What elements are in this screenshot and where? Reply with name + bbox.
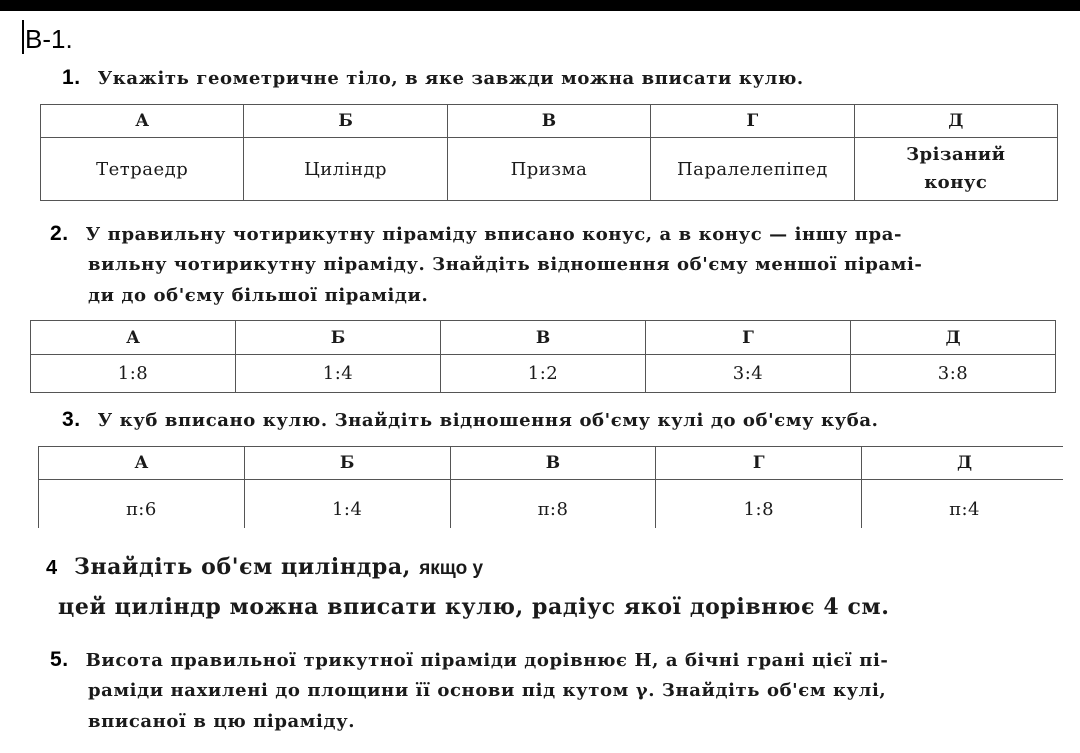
question-3-number: 3. xyxy=(62,408,81,431)
variant-title xyxy=(22,20,73,55)
q3-answer-d: π:4 xyxy=(862,480,1063,529)
question-2-line3: ди до об'єму більшої піраміди. xyxy=(88,285,429,306)
q3-header-a: А xyxy=(39,447,245,480)
q3-answer-v: π:8 xyxy=(450,480,656,529)
question-2-number: 2. xyxy=(50,222,69,245)
q1-answer-d xyxy=(854,138,1057,201)
question-2-answer-table xyxy=(30,320,1056,393)
q1-answer-d-line1: Зрізаний xyxy=(906,144,1006,165)
q3-header-g: Г xyxy=(656,447,862,480)
q1-header-g: Г xyxy=(651,105,854,138)
q2-answer-g: 3:4 xyxy=(646,355,851,393)
question-3-table-wrapper xyxy=(38,446,1063,528)
q2-header-g: Г xyxy=(646,321,851,355)
q2-header-b: Б xyxy=(236,321,441,355)
question-5-text-line1: Висота правильної трикутної піраміди дорівнює H, а бічні грані цієї пі- xyxy=(85,650,889,671)
question-5-line1 xyxy=(50,648,888,672)
q2-answer-a: 1:8 xyxy=(31,355,236,393)
question-5-number: 5. xyxy=(50,648,69,671)
text-cursor xyxy=(22,20,24,54)
q3-header-b: Б xyxy=(244,447,450,480)
question-5-line2: раміди нахилені до площини її основи під кутом γ. Знайдіть об'єм кулі, xyxy=(88,680,887,701)
question-2-line1 xyxy=(50,222,902,246)
variant-label: В-1. xyxy=(25,24,73,54)
question-4-line1 xyxy=(46,554,483,580)
q3-answer-a: π:6 xyxy=(39,480,245,529)
question-4-text-part2: якщо у xyxy=(419,558,484,579)
q1-answer-g: Паралелепіпед xyxy=(651,138,854,201)
question-4-text-part1: Знайдіть об'єм циліндра, xyxy=(74,554,411,580)
q2-answer-v: 1:2 xyxy=(441,355,646,393)
q2-header-v: В xyxy=(441,321,646,355)
q2-header-a: А xyxy=(31,321,236,355)
question-5-line3: вписаної в цю піраміду. xyxy=(88,711,356,732)
q3-header-d: Д xyxy=(862,447,1063,480)
question-1-text: Укажіть геометричне тіло, в яке завжди можна вписати кулю. xyxy=(97,68,804,89)
q3-header-v: В xyxy=(450,447,656,480)
q1-answer-a: Тетраедр xyxy=(41,138,244,201)
q2-answer-b: 1:4 xyxy=(236,355,441,393)
top-black-bar xyxy=(0,0,1080,11)
q1-header-b: Б xyxy=(244,105,447,138)
q1-header-v: В xyxy=(447,105,650,138)
question-4-number: 4 xyxy=(46,557,58,579)
question-4-line2: цей циліндр можна вписати кулю, радіус якої дорівнює 4 см. xyxy=(58,594,890,620)
question-2-text-line1: У правильну чотирикутну піраміду вписано конус, а в конус — іншу пра- xyxy=(85,224,903,245)
q1-answer-b: Циліндр xyxy=(244,138,447,201)
q1-header-a: А xyxy=(41,105,244,138)
q1-answer-v: Призма xyxy=(447,138,650,201)
q1-answer-d-line2: конус xyxy=(924,172,988,193)
q2-answer-d: 3:8 xyxy=(851,355,1056,393)
question-3-answer-table xyxy=(38,446,1063,528)
question-1-answer-table xyxy=(40,104,1058,201)
question-2-line2: вильну чотирикутну піраміду. Знайдіть відношення об'єму меншої пірамі- xyxy=(88,254,923,275)
question-1 xyxy=(62,66,804,90)
q3-answer-b: 1:4 xyxy=(244,480,450,529)
question-3 xyxy=(62,408,879,432)
q3-answer-g: 1:8 xyxy=(656,480,862,529)
q2-header-d: Д xyxy=(851,321,1056,355)
question-3-text: У куб вписано кулю. Знайдіть відношення об'єму кулі до об'єму куба. xyxy=(97,410,879,431)
question-1-number: 1. xyxy=(62,66,81,89)
q1-header-d: Д xyxy=(854,105,1057,138)
